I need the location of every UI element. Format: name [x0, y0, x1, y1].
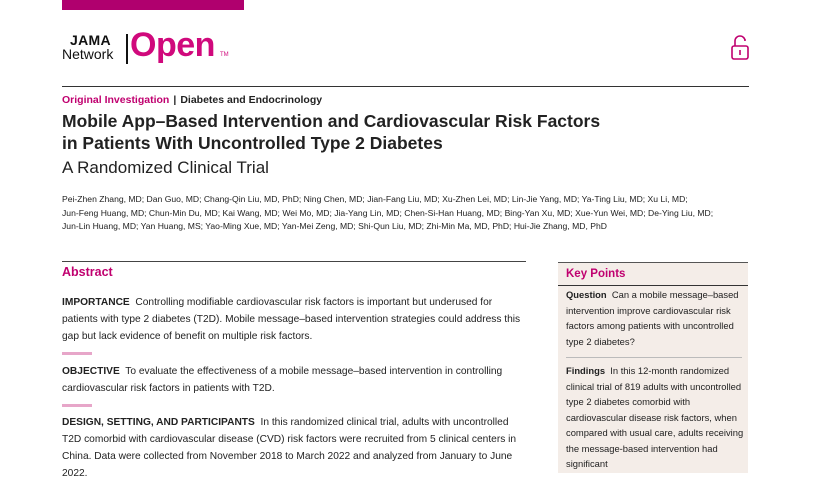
design-label: DESIGN, SETTING, AND PARTICIPANTS	[62, 417, 255, 428]
abstract-objective	[62, 363, 530, 397]
brand-top-bar	[62, 0, 244, 10]
article-type[interactable]: Original Investigation	[62, 94, 170, 106]
question-label: Question	[566, 289, 607, 300]
key-points-question	[566, 287, 746, 349]
importance-text: Controlling modifiable cardiovascular risk factors is important but underused for patients with type 2 diabetes (T2D). Mobile message–based intervention strategies could address this gap but lack evidence of benefit on multiple risk factors.	[62, 297, 521, 342]
logo-network-text: Network	[62, 46, 114, 62]
author-line-3: Jun-Lin Huang, MD; Yan Huang, MS; Yao-Ming Xue, MD; Yan-Mei Zeng, MD; Shi-Qun Liu, MD; Zhi-Min Ma, MD, PhD; Hui-Jie Zhang, MD, PhD	[62, 221, 607, 231]
article-subtitle: A Randomized Clinical Trial	[62, 158, 269, 177]
section-separator: |	[173, 94, 177, 106]
key-points-heading-rule	[558, 285, 748, 286]
section-accent-rule	[62, 404, 92, 407]
findings-text: In this 12-month randomized clinical trial of 819 adults with uncontrolled type 2 diabetes comorbid with cardiovascular disease risk factors, when compared with usual care, adults receiving the message-based intervention had significant	[566, 365, 744, 469]
logo-divider	[126, 34, 128, 64]
author-line-2: Jun-Feng Huang, MD; Chun-Min Du, MD; Kai Wang, MD; Wei Mo, MD; Jia-Yang Lin, MD; Chen-Si-Han Huang, MD; Bing-Yan Xu, MD; Xue-Yun Wei, MD; De-Ying Liu, MD;	[62, 207, 714, 218]
objective-text: To evaluate the effectiveness of a mobile message–based intervention in controlling cardiovascular risk factors in patients with T2D.	[62, 366, 503, 394]
open-lock-icon[interactable]	[730, 35, 750, 61]
design-text: In this randomized clinical trial, adults with uncontrolled T2D comorbid with cardiovascular disease (CVD) risk factors were recruited from 5 clinical centers in China. Data were collected from November 2018 to March 2022 and analyzed from January to June 2022.	[62, 417, 517, 479]
key-points-top-rule	[558, 262, 748, 263]
abstract-heading: Abstract	[62, 265, 113, 279]
logo-trademark: TM	[220, 52, 229, 58]
article-title-line-1: Mobile App–Based Intervention and Cardiovascular Risk Factors	[62, 111, 601, 131]
key-points-separator	[566, 357, 742, 358]
article-category[interactable]: Diabetes and Endocrinology	[180, 94, 323, 106]
author-line-1: Pei-Zhen Zhang, MD; Dan Guo, MD; Chang-Qin Liu, MD, PhD; Ning Chen, MD; Jian-Fang Liu, MD; Xu-Zhen Lei, MD; Lin-Jie Yang, MD; Ya-Ting Liu, MD; Xu Li, MD;	[62, 194, 688, 204]
key-points-heading: Key Points	[566, 268, 626, 280]
objective-label: OBJECTIVE	[62, 366, 120, 377]
abstract-importance	[62, 294, 530, 345]
author-list	[62, 193, 752, 234]
article-section-line	[62, 94, 322, 106]
logo-open-text: Open	[130, 26, 215, 64]
article-title	[62, 110, 662, 154]
key-points-findings	[566, 363, 746, 472]
header-rule	[62, 86, 749, 87]
article-title-line-2: in Patients With Uncontrolled Type 2 Diabetes	[62, 133, 443, 153]
abstract-design	[62, 414, 530, 482]
section-accent-rule	[62, 352, 92, 355]
abstract-rule	[62, 261, 526, 262]
findings-label: Findings	[566, 365, 606, 376]
importance-label: IMPORTANCE	[62, 297, 130, 308]
logo-jama-text: JAMA	[70, 32, 111, 48]
question-text: Can a mobile message–based intervention improve cardiovascular risk factors among patients with uncontrolled type 2 diabetes?	[566, 289, 739, 347]
